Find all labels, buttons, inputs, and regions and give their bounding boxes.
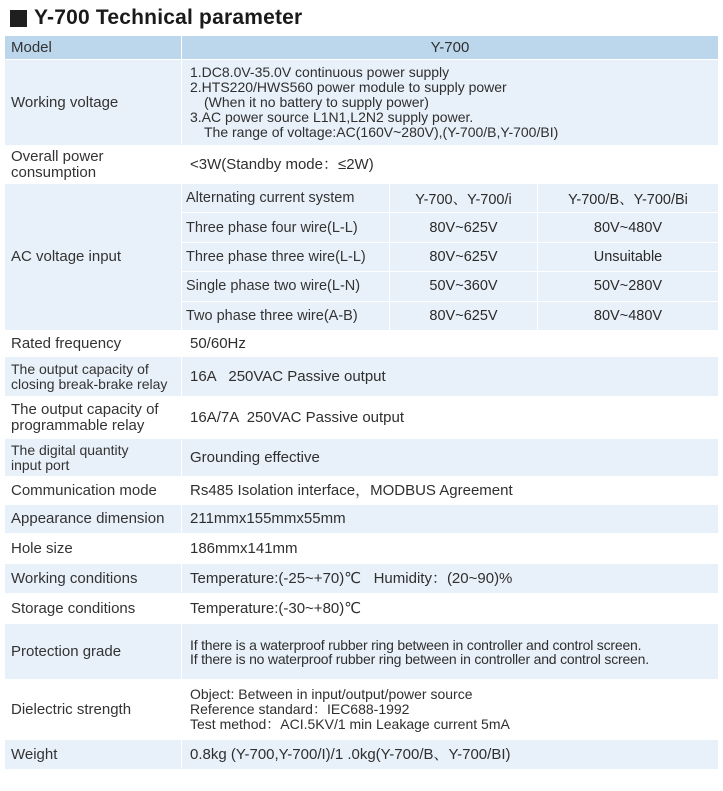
row-frequency [5,331,718,357]
value-prog-relay: 16A/7A 250VAC Passive output [190,408,405,426]
ac-header-model-b: Y-700/B、Y-700/Bi [568,191,688,208]
value-communication: Rs485 Isolation interface，MODBUS Agreement [190,481,513,499]
row-prog-relay [5,397,718,439]
value-appearance: 211mmx155mmx55mm [190,510,346,527]
spec-table [5,36,718,770]
value-model: Y-700 [430,38,470,56]
ac-range-b: 80V~480V [593,219,663,236]
ac-row [182,213,718,242]
ac-range-b: 80V~480V [593,307,663,324]
row-working-voltage [5,60,718,146]
ac-system: Two phase three wire(A-B) [182,302,390,330]
label-power-line: Overall power [11,147,104,165]
label-power-line: consumption [11,163,97,181]
row-storage-conditions [5,594,718,624]
title-square-icon [10,10,27,27]
ac-row [182,243,718,272]
value-dielectric [182,680,718,739]
dielectric-line: Reference standard：IEC688-1992 [190,701,410,717]
label-communication: Communication mode [5,477,182,504]
row-model [5,36,718,60]
row-power [5,146,718,184]
label-hole: Hole size [5,534,182,563]
label-digital-input-line: input port [11,456,70,473]
ac-row [182,302,718,330]
row-communication [5,477,718,505]
value-working-voltage [182,60,718,145]
row-digital-input [5,439,718,477]
working-voltage-line: The range of voltage:AC(160V~280V),(Y-700/B,Y-700/BI) [204,124,559,140]
ac-header-row [182,184,718,213]
value-protection [182,624,718,679]
ac-row [182,272,718,301]
label-frequency: Rated frequency [5,331,182,356]
working-voltage-line: 2.HTS220/HWS560 power module to supply power [190,79,507,95]
label-working-conditions: Working conditions [5,564,182,593]
label-brake-relay-line: closing break-brake relay [11,375,168,392]
label-ac-input: AC voltage input [5,184,182,330]
label-working-voltage: Working voltage [5,60,182,145]
row-protection [5,624,718,680]
label-digital-input [5,439,182,476]
working-voltage-line: 1.DC8.0V-35.0V continuous power supply [190,64,450,80]
ac-range-a: 80V~625V [390,213,538,241]
label-prog-relay-line: The output capacity of [11,400,159,418]
value-frequency: 50/60Hz [190,334,246,352]
label-digital-input-line: The digital quantity [11,441,129,458]
ac-range-b: Unsuitable [593,249,663,266]
label-weight: Weight [5,740,182,769]
value-hole: 186mmx141mm [190,539,298,557]
ac-header-system: Alternating current system [182,184,390,212]
row-dielectric [5,680,718,740]
value-weight: 0.8kg (Y-700,Y-700/I)/1 .0kg(Y-700/B、Y-700/BI) [190,745,511,763]
working-voltage-line: 3.AC power source L1N1,L2N2 supply power. [190,109,474,125]
row-appearance [5,505,718,534]
ac-system: Three phase four wire(L-L) [182,213,390,241]
ac-range-b: 50V~280V [593,278,663,295]
row-weight [5,740,718,770]
label-brake-relay-line: The output capacity of [11,360,149,377]
working-voltage-line: (When it no battery to supply power) [204,94,429,110]
page-title [10,4,302,32]
ac-header-model-a: Y-700、Y-700/i [390,184,538,212]
ac-system: Single phase two wire(L-N) [182,272,390,300]
value-brake-relay: 16A 250VAC Passive output [190,367,386,385]
row-brake-relay [5,357,718,397]
title-text: Y-700 Technical parameter [34,6,303,29]
ac-input-subtable [182,184,718,330]
protection-line: If there is a waterproof rubber ring between in controller and control screen. [190,636,642,653]
ac-range-a: 80V~625V [390,302,538,330]
dielectric-line: Object: Between in input/output/power source [190,686,473,702]
label-appearance: Appearance dimension [5,505,182,533]
label-storage-conditions: Storage conditions [5,594,182,623]
ac-range-a: 50V~360V [390,272,538,300]
label-prog-relay [5,397,182,438]
value-digital-input: Grounding effective [190,448,320,466]
ac-range-a: 80V~625V [390,243,538,271]
label-power [5,146,182,183]
protection-line: If there is no waterproof rubber ring between in controller and control screen. [190,650,649,667]
value-working-conditions: Temperature:(-25~+70)℃ Humidity：(20~90)% [190,569,513,587]
label-model: Model [5,36,182,59]
row-hole [5,534,718,564]
value-storage-conditions: Temperature:(-30~+80)℃ [190,599,362,617]
row-ac-input [5,184,718,331]
dielectric-line: Test method：ACI.5KV/1 min Leakage current 5mA [190,716,510,732]
value-power: <3W(Standby mode：≤2W) [190,155,374,173]
label-brake-relay [5,357,182,396]
row-working-conditions [5,564,718,594]
label-prog-relay-line: programmable relay [11,416,145,434]
label-dielectric: Dielectric strength [5,680,182,739]
ac-system: Three phase three wire(L-L) [182,243,390,271]
label-protection: Protection grade [5,624,182,679]
